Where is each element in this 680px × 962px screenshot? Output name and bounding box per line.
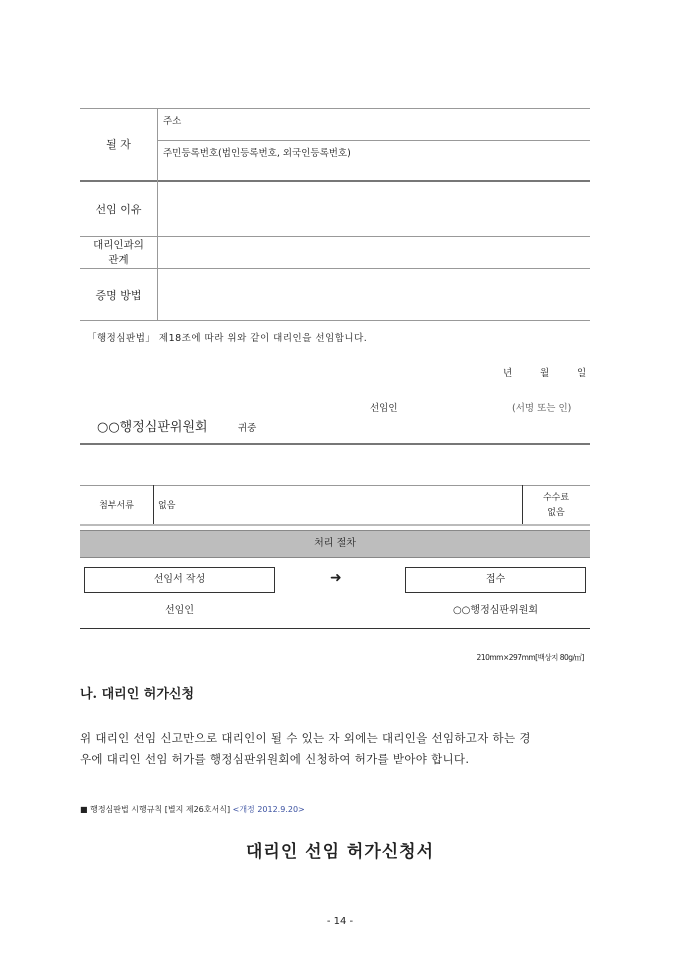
date-month: 월 bbox=[540, 368, 550, 379]
address-label: 주소 bbox=[163, 116, 182, 127]
table-line bbox=[157, 140, 590, 141]
step-receive: 접수 bbox=[405, 567, 586, 593]
procedure-header bbox=[80, 530, 590, 558]
applicant-label: 될 자 bbox=[106, 138, 131, 151]
id-number-label: 주민등록번호(법인등록번호, 외국인등록번호) bbox=[163, 148, 351, 159]
table-line bbox=[157, 108, 158, 320]
table-line bbox=[80, 524, 590, 526]
table-line bbox=[153, 485, 154, 524]
form-reference-text: ■ 행정심판법 시행규칙 [별지 제26호서식] bbox=[80, 805, 231, 814]
relation-label-2: 관계 bbox=[108, 254, 129, 266]
form-reference bbox=[80, 804, 305, 815]
attachments-label: 첨부서류 bbox=[99, 501, 134, 511]
statement: 「행정심판법」 제18조에 따라 위와 같이 대리인을 선임합니다. bbox=[87, 333, 368, 344]
revision-note: <개정 2012.9.20> bbox=[232, 805, 305, 814]
date-day: 일 bbox=[577, 368, 587, 379]
step-write-actor: 선임인 bbox=[165, 605, 194, 616]
divider bbox=[80, 443, 590, 445]
reason-label: 선임 이유 bbox=[95, 203, 142, 216]
paper-spec: 210mm×297mm[백상지 80g/㎡] bbox=[476, 653, 584, 662]
fee-label: 수수료 bbox=[542, 493, 570, 503]
step-receive-actor: ○○행정심판위원회 bbox=[452, 605, 539, 616]
recipient: ○○행정심판위원회 bbox=[97, 420, 208, 435]
fee-value: 없음 bbox=[547, 508, 565, 518]
paragraph-line-1: 위 대리인 선임 신고만으로 대리인이 될 수 있는 자 외에는 대리인을 선임하고자 하는 경 bbox=[80, 731, 531, 745]
recipient-suffix: 귀중 bbox=[238, 423, 257, 434]
step-write: 선임서 작성 bbox=[84, 567, 275, 593]
procedure-title: 처리 절차 bbox=[314, 538, 356, 549]
divider bbox=[80, 628, 590, 629]
proof-label: 증명 방법 bbox=[95, 289, 142, 302]
form-title: 대리인 선임 허가신청서 bbox=[245, 842, 435, 862]
attachments-value: 없음 bbox=[158, 501, 176, 511]
date-year: 년 bbox=[503, 368, 513, 379]
signature-label: (서명 또는 인) bbox=[512, 403, 572, 414]
relation-label: 대리인과의 bbox=[93, 239, 144, 251]
appointer-label: 선임인 bbox=[370, 403, 398, 414]
paragraph-line-2: 우에 대리인 선임 허가를 행정심판위원회에 신청하여 허가를 받아야 합니다. bbox=[80, 752, 470, 766]
section-heading: 나. 대리인 허가신청 bbox=[80, 687, 195, 702]
table-line bbox=[80, 485, 590, 486]
arrow-right-icon: ➜ bbox=[330, 570, 342, 586]
table-line bbox=[80, 320, 590, 321]
page-number: - 14 - bbox=[326, 916, 354, 927]
